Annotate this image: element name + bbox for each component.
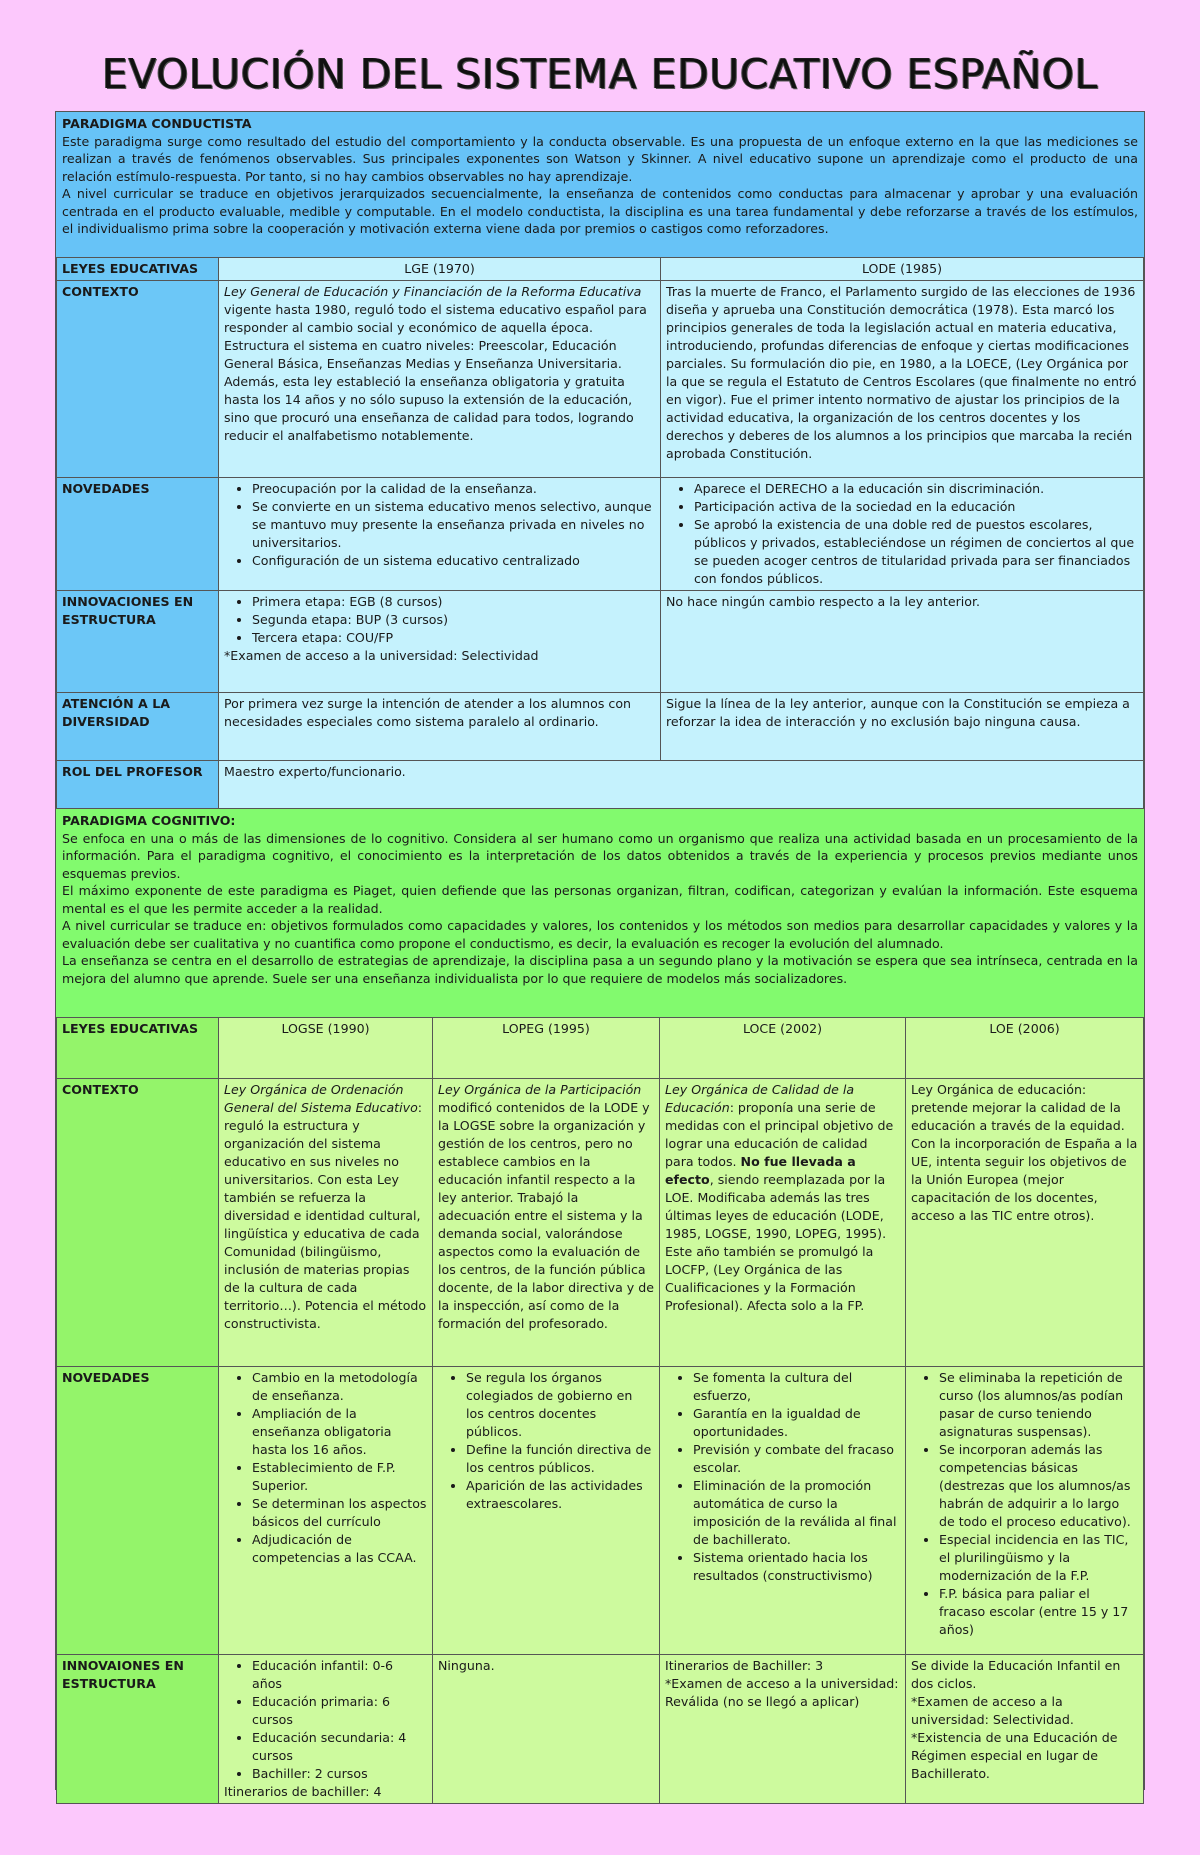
list-item: • Configuración de un sistema educativo centralizado [252, 552, 655, 570]
list-item: • Eliminación de la promoción automática de curso la imposición de la reválida al final de bachillerato. [693, 1477, 900, 1549]
law-header-lge: LGE (1970) [219, 258, 661, 281]
row-label-atencion: ATENCIÓN A LA DIVERSIDAD [57, 693, 219, 761]
logse-contexto-text: : reguló la estructura y organización del sistema educativo en sus niveles no universitarios. Con esta Ley también se refuerza la diversidad e identidad cultural, lingüística y educativa de cada Comunidad (bilingüismo, inclusión de materias propias de la cultura de cada territorio…). Potencia el método constructivista. [224, 1100, 427, 1331]
cognitivo-title: PARADIGMA COGNITIVO: [62, 813, 236, 828]
list-item: • Adjudicación de competencias a las CCAA. [252, 1531, 427, 1567]
lopeg-contexto-law-name: Ley Orgánica de la Participación [438, 1082, 642, 1097]
logse-innovaciones-note: Itinerarios de bachiller: 4 [224, 1784, 382, 1799]
logse-contexto-law-name: Ley Orgánica de Ordenación General del Sistema Educativo [224, 1082, 418, 1115]
list-item: • Sistema orientado hacia los resultados (constructivismo) [693, 1549, 900, 1585]
cognitivo-paragraph: La enseñanza se centra en el desarrollo de estrategias de aprendizaje, la disciplina pasa a un segundo plano y la motivación se espera que sea intrínseca, centrada en la mejora del alumno que aprende. Suele ser una enseñanza individualista por lo que requiere de modelos más socializadores. [62, 953, 1138, 986]
conductista-paragraph: A nivel curricular se traduce en objetivos jerarquizados secuencialmente, la enseñanza de contenidos como conductas para almacenar y aprobar y una evaluación centrada en el producto evaluable, medible y computable. En el modelo conductista, la disciplina es una tarea fundamental y debe reforzarse a través de los estímulos, el individualismo prima sobre la cooperación y motivación externa viene dada por premios o castigos como reforzadores. [62, 186, 1138, 236]
row-label-innovaciones: INNOVAIONES EN ESTRUCTURA [57, 1655, 219, 1804]
loce-contexto-text: , siendo reemplazada por la LOE. Modificaba además las tres últimas leyes de educación (LODE, 1985, LOGSE, 1990, LOPEG, 1995). Este año también se promulgó la LOCFP, (Ley Orgánica de las Cualificaciones y la Formación Profesional). Afecta solo a la FP. [665, 1172, 887, 1313]
conductista-paragraph: Este paradigma surge como resultado del estudio del comportamiento y la conducta observable. Es una propuesta de un enfoque externo en la que las mediciones se realizan a través de fenómenos observables. Sus principales exponentes son Watson y Skinner. A nivel educativo supone un aprendizaje como el producto de una relación estímulo-respuesta. Por tanto, si no hay cambios observables no hay aprendizaje. [62, 133, 1138, 184]
cognitivo-paragraph: A nivel curricular se traduce en: objetivos formulados como capacidades y valores, los contenidos y los métodos son medios para desarrollar capacidades y valores y la evaluación debe ser cualitativa y no cuantifica como propone el conductismo, es decir, la evaluación es recoger la evolución del alumnado. [62, 918, 1138, 951]
law-header-loe: LOE (2006) [906, 1018, 1144, 1079]
loe-novedades-cell [906, 1367, 1144, 1655]
list-item: • Se determinan los aspectos básicos del currículo [252, 1495, 427, 1531]
table-row [57, 693, 1144, 761]
loce-contexto-bold: No fue llevada a efecto [665, 1154, 856, 1187]
page-title: EVOLUCIÓN DEL SISTEMA EDUCATIVO ESPAÑOL [101, 50, 1098, 98]
table-row [57, 1367, 1144, 1655]
paradigma-conductista-section [55, 111, 1145, 808]
list-item: • Educación primaria: 6 cursos [252, 1693, 427, 1729]
lopeg-innovaciones-cell: Ninguna. [433, 1655, 660, 1804]
list-item: • Especial incidencia en las TIC, el plurilingüismo y la modernización de la F.P. [939, 1531, 1138, 1585]
cognitivo-paragraph: Se enfoca en una o más de las dimensiones de lo cognitivo. Considera al ser humano como un organismo que realiza una actividad basada en un procesamiento de la información. Para el paradigma cognitivo, el conocimiento es la interpretación de los datos obtenidos a través de la experiencia y procesos previos mediante unos esquemas previos. [62, 830, 1138, 881]
table-row [57, 1655, 1144, 1804]
list-item: • Se convierte en un sistema educativo menos selectivo, aunque se mantuvo muy presente la enseñanza privada en niveles no universitarios. [252, 498, 655, 552]
logse-contexto-cell [219, 1079, 433, 1367]
loe-contexto-cell: Ley Orgánica de educación: pretende mejorar la calidad de la educación a través de la equidad. Con la incorporación de España a la UE, intenta seguir los objetivos de la Unión Europea (mejor capacitación de los docentes, acceso a las TIC entre otros). [906, 1079, 1144, 1367]
loce-contexto-law-name: Ley Orgánica de Calidad de la Educación [665, 1082, 855, 1115]
row-label-rol: ROL DEL PROFESOR [57, 761, 219, 825]
list-item: • Aparición de las actividades extraescolares. [466, 1477, 654, 1513]
logse-novedades-cell [219, 1367, 433, 1655]
row-label-leyes: LEYES EDUCATIVAS [57, 1018, 219, 1079]
row-label-novedades: NOVEDADES [57, 1367, 219, 1655]
list-item: • Educación infantil: 0-6 años [252, 1657, 427, 1693]
loce-innovaciones-cell [660, 1655, 906, 1804]
table-row [57, 281, 1144, 478]
logse-innovaciones-cell [219, 1655, 433, 1804]
loe-innovaciones-line: Se divide la Educación Infantil en dos ciclos. [911, 1658, 1121, 1691]
list-item: • Se eliminaba la repetición de curso (los alumnos/as podían pasar de curso teniendo asignaturas suspensas). [939, 1369, 1138, 1441]
lge-innovaciones-note: *Examen de acceso a la universidad: Selectividad [224, 648, 539, 663]
table-row [57, 591, 1144, 693]
lopeg-contexto-cell [433, 1079, 660, 1367]
list-item: • Segunda etapa: BUP (3 cursos) [252, 611, 655, 629]
list-item: • Aparece el DERECHO a la educación sin discriminación. [694, 480, 1138, 498]
rol-profesor-cell: Maestro experto/funcionario. [219, 761, 1144, 825]
row-label-contexto: CONTEXTO [57, 1079, 219, 1367]
row-label-leyes: LEYES EDUCATIVAS [57, 258, 219, 281]
cognitivo-description [56, 809, 1144, 1017]
lopeg-novedades-cell [433, 1367, 660, 1655]
list-item: • Se fomenta la cultura del esfuerzo, [693, 1369, 900, 1405]
lge-contexto-law-name: Ley General de Educación y Financiación de la Reforma Educativa [224, 284, 642, 299]
list-item: • Educación secundaria: 4 cursos [252, 1729, 427, 1765]
cognitivo-paragraph: El máximo exponente de este paradigma es Piaget, quien defiende que las personas organizan, filtran, codifican, categorizan y evalúan la información. Este esquema mental es el que les permite acceder a la realidad. [62, 883, 1138, 916]
loce-novedades-cell [660, 1367, 906, 1655]
list-item: • Se aprobó la existencia de una doble red de puestos escolares, públicos y privados, estableciéndose un régimen de conciertos al que se pueden acoger centros de titularidad privada para ser financiados con fondos públicos. [694, 516, 1138, 588]
law-header-loce: LOCE (2002) [660, 1018, 906, 1079]
list-item: • Primera etapa: EGB (8 cursos) [252, 593, 655, 611]
loce-contexto-cell [660, 1079, 906, 1367]
list-item: • Tercera etapa: COU/FP [252, 629, 655, 647]
conductista-table [56, 257, 1144, 825]
list-item: • Cambio en la metodología de enseñanza. [252, 1369, 427, 1405]
table-row [57, 478, 1144, 591]
lode-contexto-cell: Tras la muerte de Franco, el Parlamento surgido de las elecciones de 1936 diseña y aprueba una Constitución democrática (1978). Esta marcó los principios generales de toda la legislación actual en materia educativa, introduciendo, profundas diferencias de enfoque y ciertas modificaciones parciales. Su formulación dio pie, en 1980, a la LOECE, (Ley Orgánica por la que se regula el Estatuto de Centros Escolares (que finalmente no entró en vigor). Fue el primer intento normativo de ajustar los principios de la actividad educativa, la organización de los centros docentes y los derechos y deberes de los alumnos a los principios que marcaba la recién aprobada Constitución. [661, 281, 1144, 478]
row-label-contexto: CONTEXTO [57, 281, 219, 478]
loe-innovaciones-line: *Examen de acceso a la universidad: Selectividad. [911, 1694, 1074, 1727]
lode-atencion-cell: Sigue la línea de la ley anterior, aunque con la Constitución se empieza a reforzar la idea de interacción y no exclusión bajo ninguna causa. [661, 693, 1144, 761]
table-row [57, 1079, 1144, 1367]
row-label-innovaciones: INNOVACIONES EN ESTRUCTURA [57, 591, 219, 693]
lode-innovaciones-cell: No hace ningún cambio respecto a la ley anterior. [661, 591, 1144, 693]
list-item: • Se regula los órganos colegiados de gobierno en los centros docentes públicos. [466, 1369, 654, 1441]
lge-innovaciones-cell [219, 591, 661, 693]
list-item: • Establecimiento de F.P. Superior. [252, 1459, 427, 1495]
law-header-logse: LOGSE (1990) [219, 1018, 433, 1079]
lopeg-contexto-text: modificó contenidos de la LODE y la LOGSE sobre la organización y gestión de los centros, pero no establece cambios en la educación infantil respecto a la ley anterior. Trabajó la adecuación entre el sistema y la demanda social, valorándose aspectos como la evaluación de los centros, de la función pública docente, de la labor directiva y de la inspección, así como de la formación del profesorado. [438, 1100, 654, 1331]
lge-contexto-text: vigente hasta 1980, reguló todo el sistema educativo español para responder al cambio social y económico de aquella época. Estructura el sistema en cuatro niveles: Preescolar, Educación General Básica, Enseñanzas Medias y Enseñanza Universitaria. Además, esta ley estableció la enseñanza obligatoria y gratuita hasta los 14 años y no sólo supuso la extensión de la educación, sino que procuró una enseñanza de calidad para todos, logrando reducir el analfabetismo notablemente. [224, 302, 647, 443]
lge-contexto-cell [219, 281, 661, 478]
law-header-lode: LODE (1985) [661, 258, 1144, 281]
list-item: • Previsión y combate del fracaso escolar. [693, 1441, 900, 1477]
list-item: • Bachiller: 2 cursos [252, 1765, 427, 1783]
lge-atencion-cell: Por primera vez surge la intención de atender a los alumnos con necesidades especiales como sistema paralelo al ordinario. [219, 693, 661, 761]
loce-innovaciones-line: *Examen de acceso a la universidad: Reválida (no se llegó a aplicar) [665, 1676, 899, 1709]
row-label-novedades: NOVEDADES [57, 478, 219, 591]
loe-innovaciones-cell [906, 1655, 1144, 1804]
table-row [57, 258, 1144, 281]
list-item: • Se incorporan además las competencias básicas (destrezas que los alumnos/as habrán de adquirir a lo largo de todo el proceso educativo). [939, 1441, 1138, 1531]
loe-innovaciones-line: *Existencia de una Educación de Régimen especial en lugar de Bachillerato. [911, 1730, 1118, 1781]
list-item: • Ampliación de la enseñanza obligatoria hasta los 16 años. [252, 1405, 427, 1459]
law-header-lopeg: LOPEG (1995) [433, 1018, 660, 1079]
loce-contexto-text: : proponía una serie de medidas con el principal objetivo de lograr una educación de calidad para todos. [665, 1100, 894, 1169]
paradigma-cognitivo-section [55, 808, 1145, 1799]
list-item: • Preocupación por la calidad de la enseñanza. [252, 480, 655, 498]
table-row [57, 1018, 1144, 1079]
cognitivo-table [56, 1017, 1144, 1804]
list-item: • Garantía en la igualdad de oportunidades. [693, 1405, 900, 1441]
list-item: • Participación activa de la sociedad en la educación [694, 498, 1138, 516]
conductista-description [56, 112, 1144, 257]
lode-novedades-cell [661, 478, 1144, 591]
list-item: • Define la función directiva de los centros públicos. [466, 1441, 654, 1477]
list-item: • F.P. básica para paliar el fracaso escolar (entre 15 y 17 años) [939, 1585, 1138, 1639]
conductista-title: PARADIGMA CONDUCTISTA [62, 116, 252, 131]
lge-novedades-cell [219, 478, 661, 591]
loce-innovaciones-line: Itinerarios de Bachiller: 3 [665, 1658, 824, 1673]
